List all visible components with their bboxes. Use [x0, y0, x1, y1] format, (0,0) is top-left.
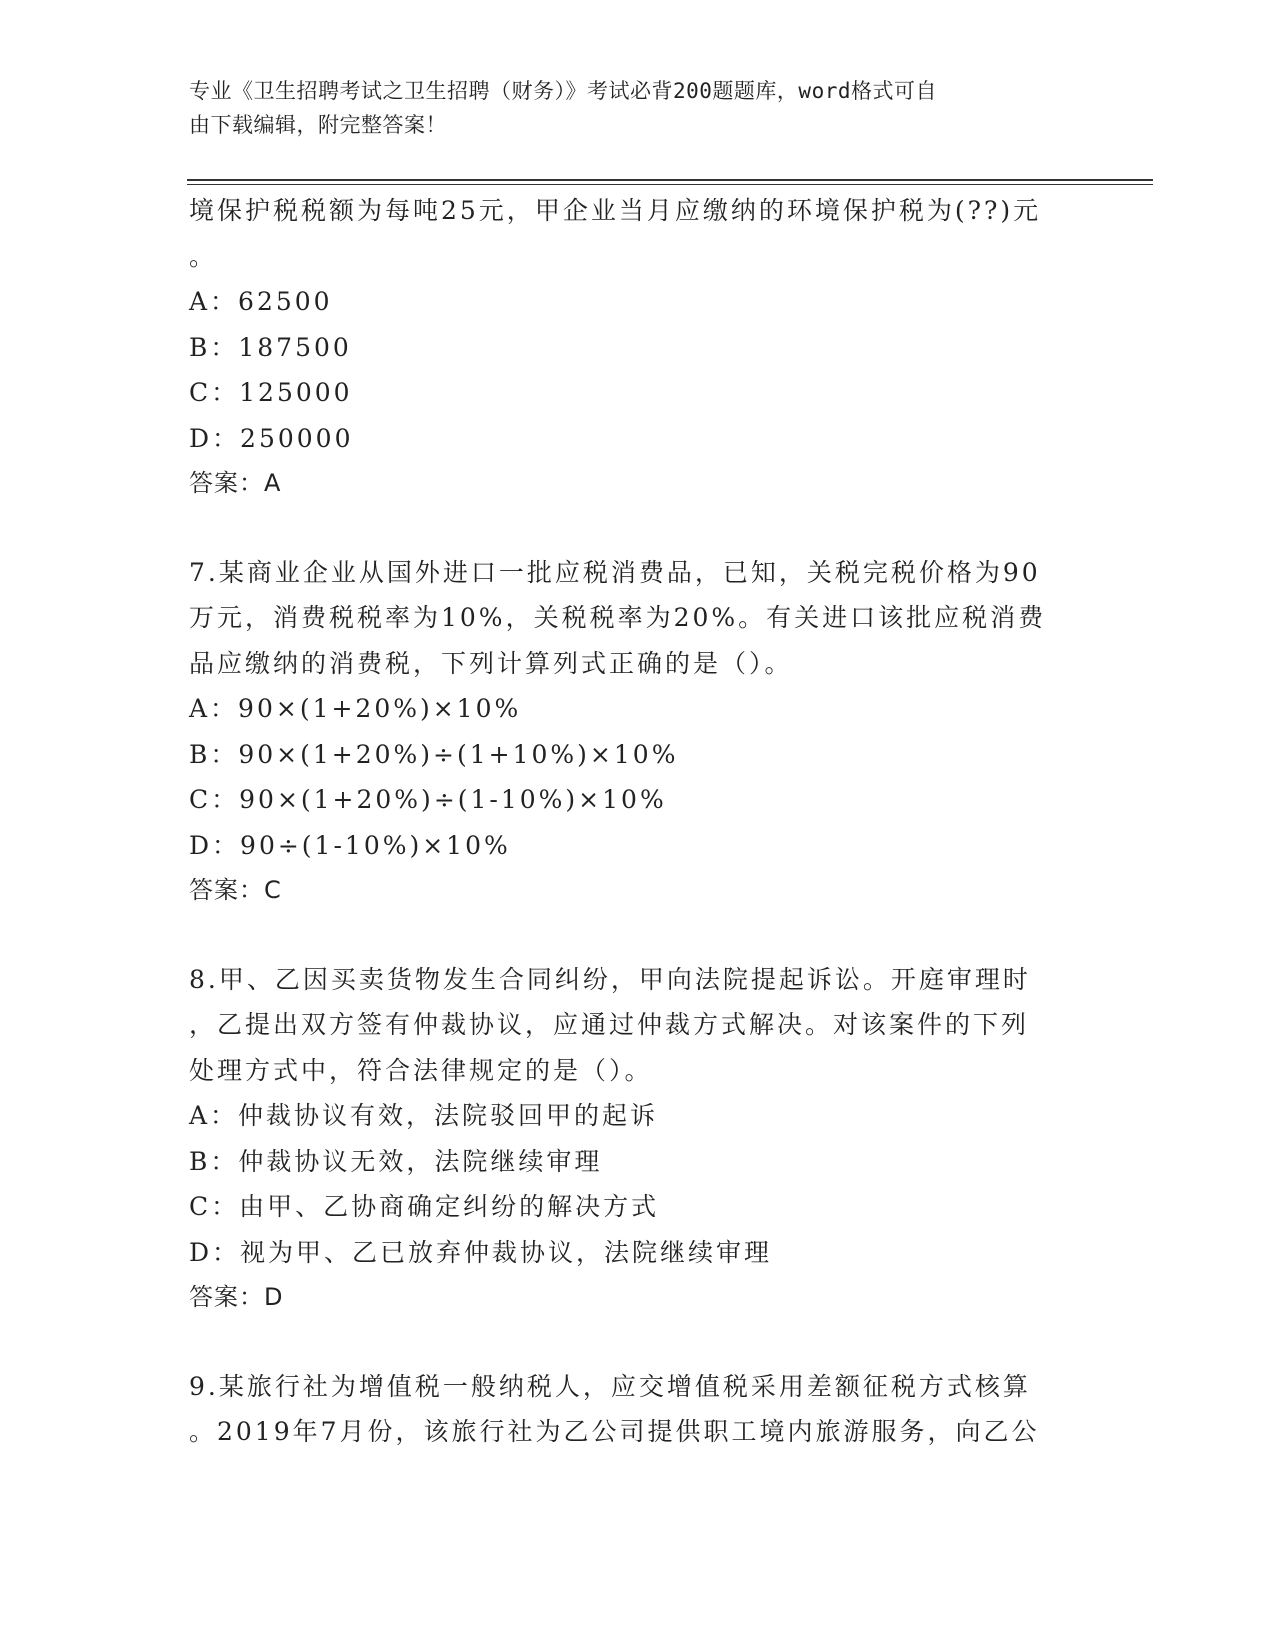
question-6: [189, 188, 1089, 507]
answer: 答案：A: [189, 469, 282, 497]
option-c: C：90×(1+20%)÷(1-10%)×10%: [189, 785, 667, 814]
document-body: [189, 188, 1089, 1455]
option-c: C：由甲、乙协商确定纠纷的解决方式: [189, 1192, 660, 1221]
option-d: D：250000: [189, 423, 354, 453]
option-c: C：125000: [189, 378, 353, 407]
header-rule-thin: [187, 184, 1153, 185]
option-b: B：187500: [189, 332, 352, 362]
header-line-2: 由下载编辑，附完整答案！: [189, 113, 447, 137]
header-rule-thick: [187, 179, 1153, 181]
question-text-line: 处理方式中，符合法律规定的是（）。: [189, 1055, 653, 1085]
question-text-line: 。2019年7月份，该旅行社为乙公司提供职工境内旅游服务，向乙公: [189, 1417, 1040, 1446]
question-9: [189, 1364, 1089, 1455]
document-header: [189, 74, 1089, 142]
question-text-line: 9.某旅行社为增值税一般纳税人，应交增值税采用差额征税方式核算: [189, 1371, 1031, 1401]
question-text-line: ，乙提出双方签有仲裁协议，应通过仲裁方式解决。对该案件的下列: [189, 1010, 1030, 1039]
question-8: [189, 957, 1089, 1321]
question-7: [189, 550, 1089, 914]
option-d: D：视为甲、乙已放弃仲裁协议，法院继续审理: [189, 1237, 773, 1267]
answer: 答案：C: [189, 876, 282, 904]
question-text-line: 万元，消费税税率为10%，关税税率为20%。有关进口该批应税消费: [189, 603, 1047, 632]
option-b: B：90×(1+20%)÷(1+10%)×10%: [189, 739, 679, 769]
question-text-line: 7.某商业企业从国外进口一批应税消费品，已知，关税完税价格为90: [189, 557, 1041, 587]
answer: 答案：D: [189, 1283, 284, 1311]
option-a: A：90×(1+20%)×10%: [189, 694, 522, 723]
question-text-line: 。: [189, 241, 218, 271]
question-text-line: 8.甲、乙因买卖货物发生合同纠纷，甲向法院提起诉讼。开庭审理时: [189, 964, 1031, 994]
option-b: B：仲裁协议无效，法院继续审理: [189, 1146, 603, 1176]
option-d: D：90÷(1-10%)×10%: [189, 830, 511, 860]
question-text-line: 境保护税税额为每吨25元，甲企业当月应缴纳的环境保护税为(??)元: [189, 196, 1042, 225]
option-a: A：仲裁协议有效，法院驳回甲的起诉: [189, 1101, 659, 1130]
option-a: A：62500: [189, 287, 333, 316]
header-line-1: 专业《卫生招聘考试之卫生招聘（财务）》考试必背200题题库，word格式可自: [189, 79, 937, 103]
question-text-line: 品应缴纳的消费税，下列计算列式正确的是（）。: [189, 648, 793, 678]
